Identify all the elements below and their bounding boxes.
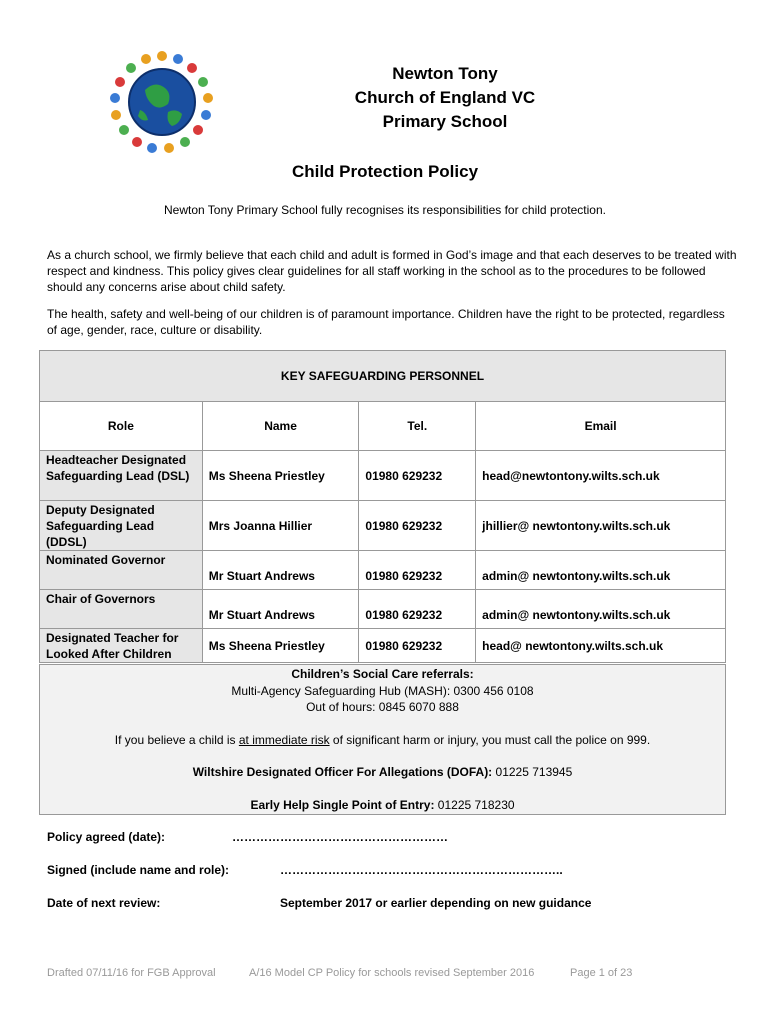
school-name-line: Church of England VC: [354, 88, 536, 107]
email-cell: head@newtontony.wilts.sch.uk: [476, 451, 726, 501]
table-row: [40, 590, 726, 629]
name-cell: Ms Sheena Priestley: [202, 451, 359, 501]
name-cell: Ms Sheena Priestley: [202, 629, 359, 663]
police-notice-post: of significant harm or injury, you must call the police on 999.: [329, 733, 651, 747]
role-cell: Nominated Governor: [40, 551, 203, 590]
signed-label: Signed (include name and role):: [47, 863, 230, 877]
email-cell: admin@ newtontony.wilts.sch.uk: [476, 551, 726, 590]
school-name-line: Primary School: [382, 112, 508, 131]
email-cell: head@ newtontony.wilts.sch.uk: [476, 629, 726, 663]
footer-page-number: Page 1 of 23: [570, 967, 633, 979]
tel-cell: 01980 629232: [359, 590, 476, 629]
policy-title: Child Protection Policy: [291, 162, 479, 181]
tel-cell: 01980 629232: [359, 451, 476, 501]
early-help-label: Early Help Single Point of Entry:: [250, 798, 435, 812]
tel-cell: 01980 629232: [359, 551, 476, 590]
dofa-label: Wiltshire Designated Officer For Allegations (DOFA):: [192, 765, 493, 779]
early-help-phone: 01225 718230: [434, 798, 515, 812]
role-cell: Deputy Designated Safeguarding Lead (DDSL): [40, 501, 203, 551]
column-header-name: Name: [202, 402, 359, 451]
table-row: [40, 629, 726, 663]
table-row: [40, 501, 726, 551]
signed-blank: ……………………………………………………………..: [280, 863, 563, 877]
footer-drafted: Drafted 07/11/16 for FGB Approval: [47, 967, 216, 979]
intro-statement: Newton Tony Primary School fully recognises its responsibilities for child protection.: [164, 203, 606, 217]
role-cell: Chair of Governors: [40, 590, 203, 629]
tel-cell: 01980 629232: [359, 501, 476, 551]
next-review-value: September 2017 or earlier depending on new guidance: [280, 896, 592, 910]
table-row: [40, 451, 726, 501]
tel-cell: 01980 629232: [359, 629, 476, 663]
dofa-phone: 01225 713945: [492, 765, 573, 779]
church-school-paragraph: As a church school, we firmly believe that each child and adult is formed in God’s image and that each deserves to be treated with respect and kindness. This policy gives clear guidelines for all staff working in the school as to the procedures to be followed should any concerns arise about child safety.: [47, 248, 737, 294]
next-review-label: Date of next review:: [47, 896, 161, 910]
wellbeing-paragraph: The health, safety and well-being of our children is of paramount importance. Children have the right to be protected, regardless of age, gender, race, culture or disability.: [47, 307, 725, 337]
referrals-title: Children’s Social Care referrals:: [291, 667, 474, 681]
column-header-tel: Tel.: [359, 402, 476, 451]
school-name: [340, 62, 550, 134]
safeguarding-personnel-table: [39, 350, 726, 663]
dofa-contact: [40, 765, 725, 779]
table-header-row: [40, 402, 726, 451]
policy-agreed-label: Policy agreed (date):: [47, 830, 166, 844]
school-logo: [110, 50, 214, 154]
footer-model: A/16 Model CP Policy for schools revised September 2016: [249, 967, 535, 979]
name-cell: Mrs Joanna Hillier: [202, 501, 359, 551]
name-cell: Mr Stuart Andrews: [202, 590, 359, 629]
school-name-line: Newton Tony: [392, 64, 498, 83]
email-cell: admin@ newtontony.wilts.sch.uk: [476, 590, 726, 629]
name-cell: Mr Stuart Andrews: [202, 551, 359, 590]
table-title: KEY SAFEGUARDING PERSONNEL: [40, 351, 726, 402]
mash-contact: Multi-Agency Safeguarding Hub (MASH): 0300 456 0108: [231, 684, 534, 698]
immediate-risk-emphasis: at immediate risk: [238, 733, 330, 747]
police-notice-pre: If you believe a child is: [114, 733, 239, 747]
table-row: [40, 551, 726, 590]
column-header-role: Role: [40, 402, 203, 451]
policy-agreed-blank: ………………………………………………: [232, 830, 448, 844]
email-cell: jhillier@ newtontony.wilts.sch.uk: [476, 501, 726, 551]
referrals-box: [39, 664, 726, 815]
column-header-email: Email: [476, 402, 726, 451]
role-cell: Headteacher Designated Safeguarding Lead (DSL): [40, 451, 203, 501]
early-help-contact: [40, 798, 725, 812]
police-notice: [40, 733, 725, 747]
signed-row: [47, 863, 563, 877]
role-cell: Designated Teacher for Looked After Children: [40, 629, 203, 663]
out-of-hours-contact: Out of hours: 0845 6070 888: [306, 700, 459, 714]
next-review-row: [47, 896, 592, 910]
policy-agreed-row: [47, 830, 448, 844]
